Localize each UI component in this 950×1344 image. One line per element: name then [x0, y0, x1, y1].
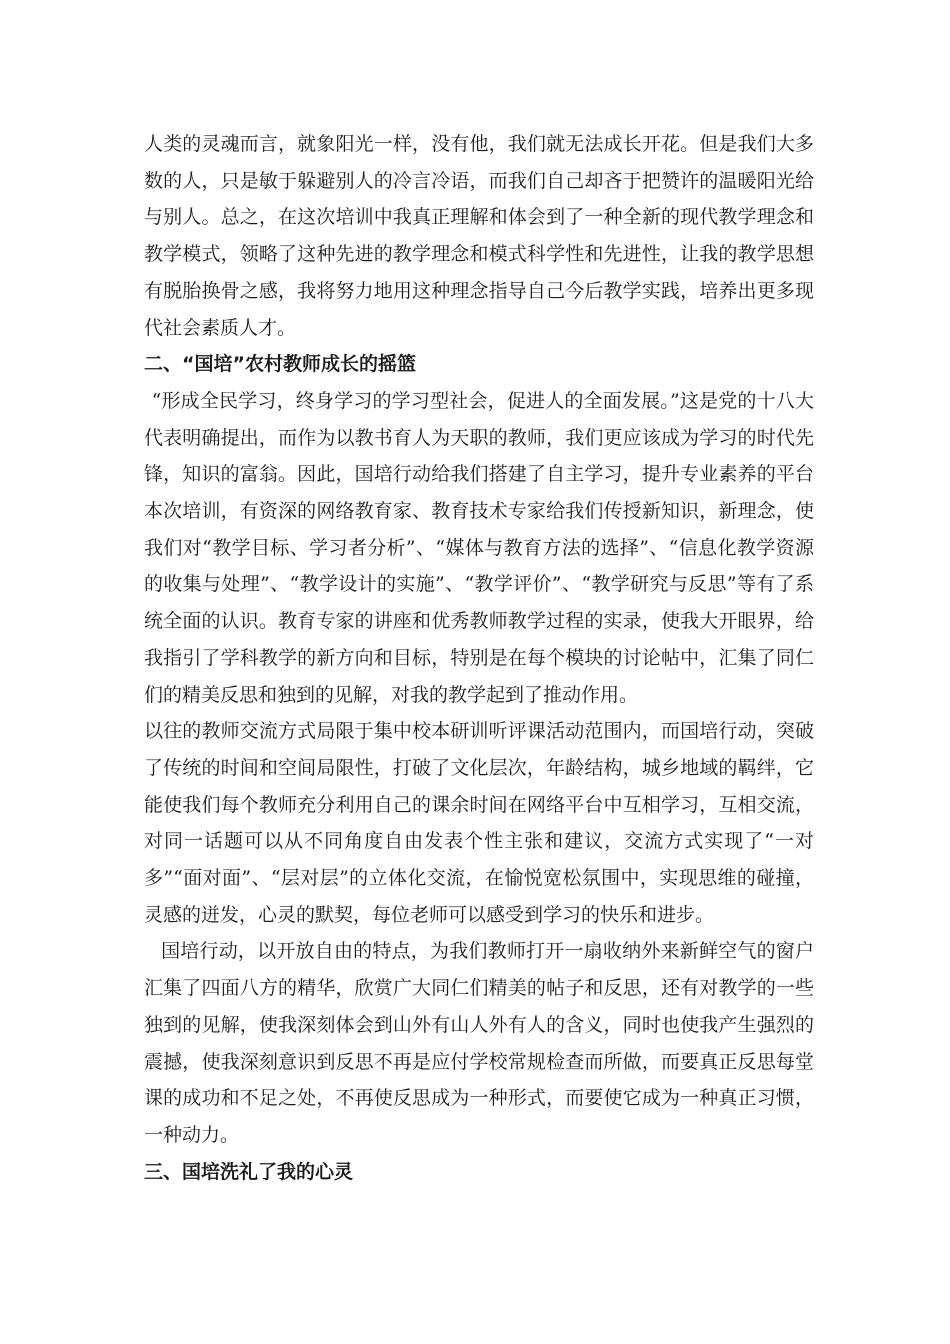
paragraph-3: 以往的教师交流方式局限于集中校本研训听评课活动范围内，而国培行动，突破了传统的时间和空间局限性，打破了文化层次，年龄结构，城乡地域的羁绊，它能使我们每个教师充分利用自己的课余时间在网络平台中互相学习，互相交流，对同一话题可以从不同角度自由发表个性主张和建议，交流方式实现了“一对多”“面对面”、“层对层”的立体化交流，在愉悦宽松氛围中，实现思维的碰撞，灵感的迸发，心灵的默契，每位老师可以感受到学习的快乐和进步。 [144, 720, 814, 926]
paragraph-2: “形成全民学习，终身学习的学习型社会，促进人的全面发展。”这是党的十八大代表明确提出，而作为以教书育人为天职的教师，我们更应该成为学习的时代先锋，知识的富翁。因此，国培行动给我们搭建了自主学习，提升专业素养的平台本次培训，有资深的网络教育家、教育技术专家给我们传授新知识，新理念，使我们对“教学目标、学习者分析”、“媒体与教育方法的选择”、“信息化教学资源的收集与处理”、“教学设计的实施”、“教学评价”、“教学研究与反思”等有了系统全面的认识。教育专家的讲座和优秀教师教学过程的实录，使我大开眼界，给我指引了学科教学的新方向和目标，特别是在每个模块的讨论帖中，汇集了同仁们的精美反思和独到的见解，对我的教学起到了推动作用。 [144, 389, 814, 706]
document-body [144, 126, 814, 1190]
paragraph-1: 人类的灵魂而言，就象阳光一样，没有他，我们就无法成长开花。但是我们大多数的人，只是敏于躲避别人的冷言冷语，而我们自己却吝于把赞许的温暖阳光给与别人。总之，在这次培训中我真正理解和体会到了一种全新的现代教学理念和教学模式，领略了这种先进的教学理念和模式科学性和先进性，让我的教学思想有脱胎换骨之感，我将努力地用这种理念指导自己今后教学实践，培养出更多现代社会素质人才。 [144, 133, 814, 339]
section-heading-3: 三、国培洗礼了我的心灵 [144, 1160, 354, 1183]
paragraph-4: 国培行动，以开放自由的特点，为我们教师打开一扇收纳外来新鲜空气的窗户汇集了四面八方的精华，欣赏广大同仁们精美的帖子和反思，还有对教学的一些独到的见解，使我深刻体会到山外有山人外有人的含义，同时也使我产生强烈的震撼，使我深刻意识到反思不再是应付学校常规检查而所做，而要真正反思每堂课的成功和不足之处，不再使反思成为一种形式，而要使它成为一种真正习惯，一种动力。 [144, 940, 814, 1146]
section-heading-2: 二、“国培”农村教师成长的摇篮 [144, 353, 416, 376]
